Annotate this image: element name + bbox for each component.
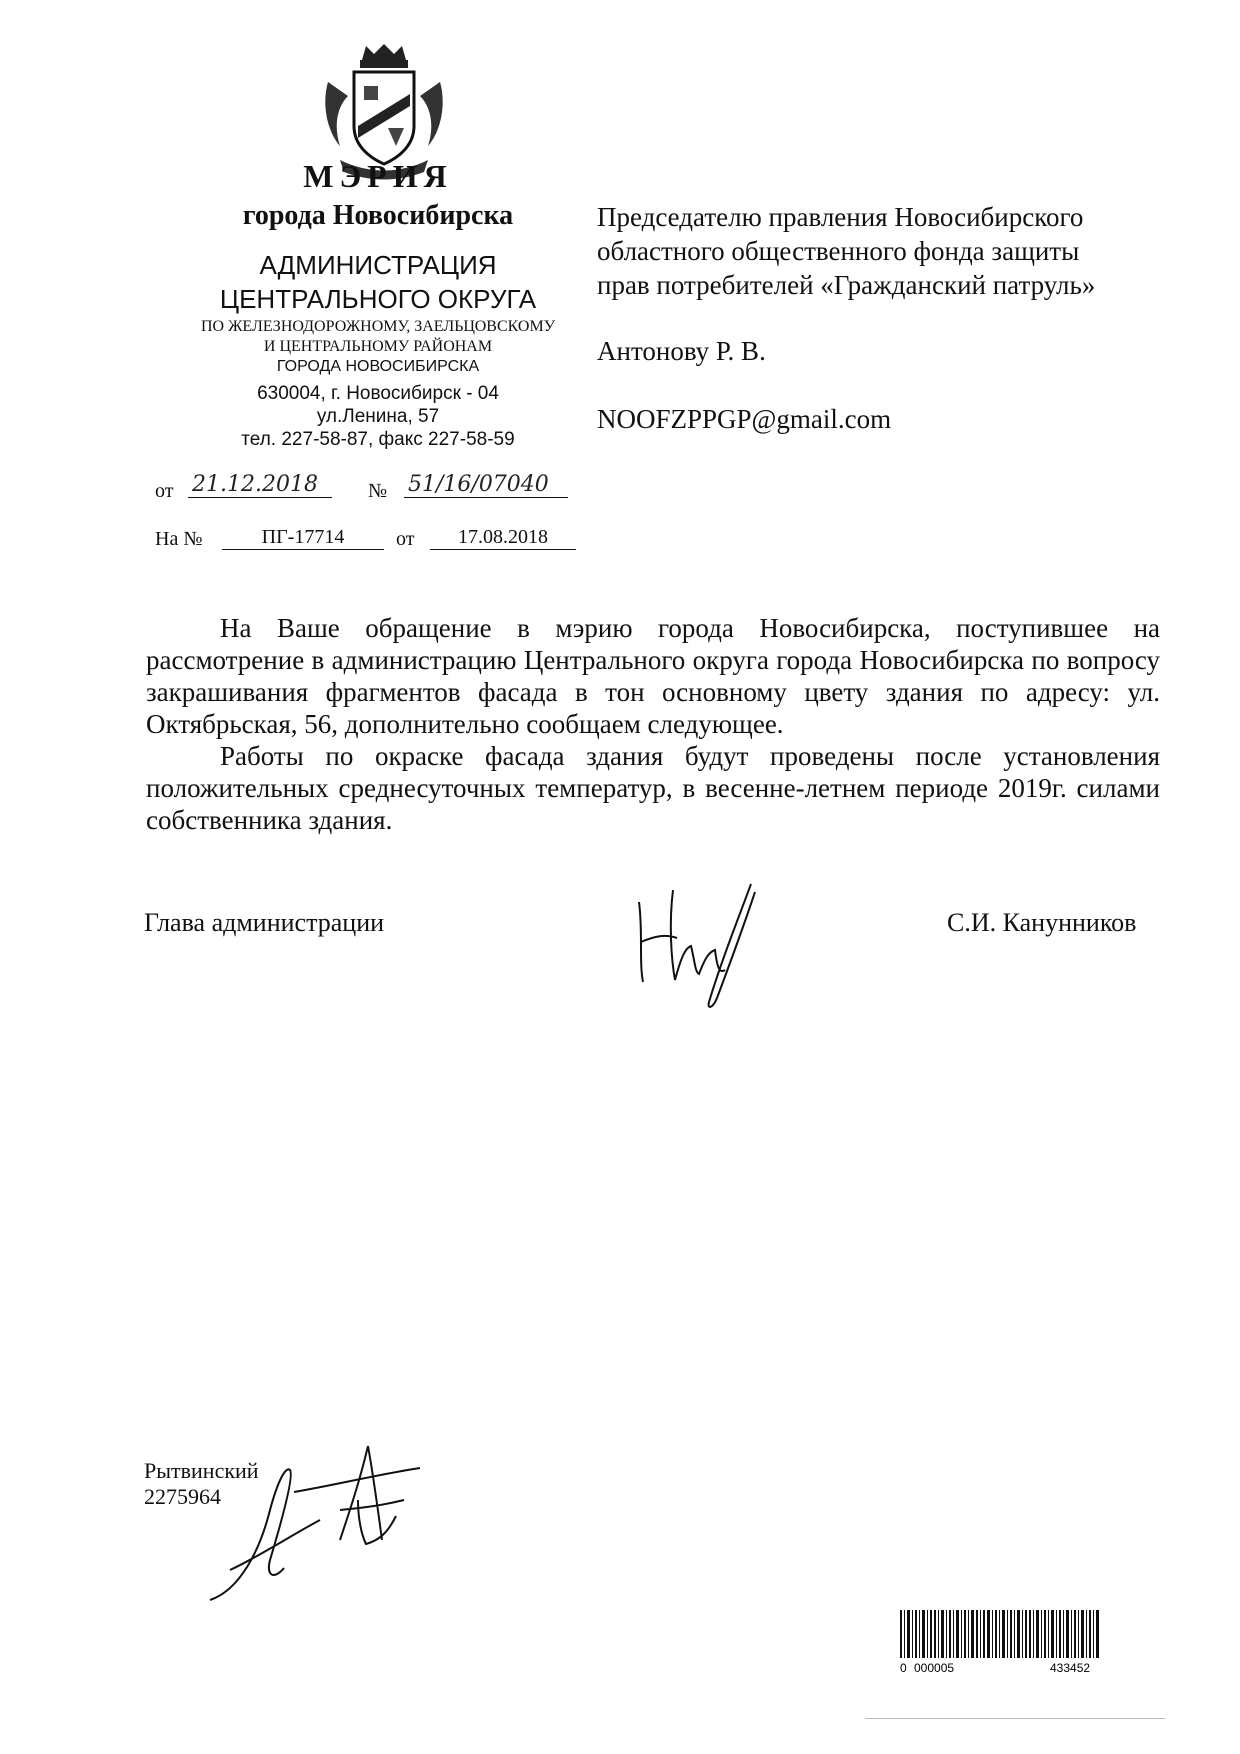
letterhead-postal-address: 630004, г. Новосибирск - 04 (257, 383, 499, 404)
letterhead-districts-line3: ГОРОДА НОВОСИБИРСКА (276, 358, 480, 375)
outgoing-number-label: № (368, 480, 388, 502)
addressee-name: Антонову Р. В. (597, 336, 766, 366)
executor-phone: 2275964 (144, 1484, 221, 1509)
letterhead-phone-fax: тел. 227-58-87, факс 227-58-59 (241, 429, 515, 450)
letterhead-city: города Новосибирска (242, 200, 514, 231)
reference-number-value: ПГ-17714 (222, 526, 384, 550)
outgoing-date-label: от (155, 480, 174, 502)
letterhead-mayoralty: МЭРИЯ (303, 158, 453, 194)
letterhead-districts-line1: ПО ЖЕЛЕЗНОДОРОЖНОМУ, ЗАЕЛЬЦОВСКОМУ (200, 318, 556, 335)
barcode-middle-digits: 000005 (914, 1661, 955, 1675)
letterhead-district: ЦЕНТРАЛЬНОГО ОКРУГА (219, 284, 537, 314)
addressee-email: NOOFZPPGP@gmail.com (597, 404, 892, 434)
reference-number-label: На № (155, 528, 203, 550)
letterhead-street-address: ул.Ленина, 57 (316, 406, 440, 427)
head-signature-handwritten (625, 862, 775, 1012)
barcode (900, 1610, 1100, 1676)
body-paragraph-2: Работы по окраске фасада здания будут проведены после установления положительных среднесуточных температур, в весенне-летнем периоде 2019г. силами собственника здания. (146, 741, 1160, 835)
barcode-right-digits: 433452 (1050, 1661, 1091, 1675)
outgoing-number-value: 51/16/07040 (404, 472, 568, 498)
reference-date-label: от (396, 528, 415, 550)
letter-body (146, 612, 1160, 836)
outgoing-date-value: 21.12.2018 (188, 472, 332, 498)
signatory-name: С.И. Канунников (947, 908, 1137, 937)
addressee-position-line1: Председателю правления Новосибирского (597, 202, 1084, 232)
reference-date-value: 17.08.2018 (430, 526, 576, 550)
barcode-left-digit: 0 (900, 1661, 907, 1675)
letterhead-administration: АДМИНИСТРАЦИЯ (259, 250, 497, 280)
bottom-divider (865, 1718, 1165, 1719)
letterhead-districts-line2: И ЦЕНТРАЛЬНОМУ РАЙОНАМ (263, 338, 493, 355)
addressee-position-line3: прав потребителей «Гражданский патруль» (597, 270, 1096, 300)
addressee-position-line2: областного общественного фонда защиты (597, 236, 1080, 266)
body-paragraph-1: На Ваше обращение в мэрию города Новосибирска, поступившее на рассмотрение в администрацию Центрального округа города Новосибирска по вопросу закрашивания фрагментов фасада в тон основному цвету здания по адресу: ул. Октябрьская, 56, дополнительно сообщаем следующее. (146, 613, 1160, 739)
executor-signature-handwritten (190, 1440, 440, 1610)
signatory-title: Глава администрации (144, 908, 385, 937)
executor-name: Рытвинский (144, 1458, 259, 1483)
